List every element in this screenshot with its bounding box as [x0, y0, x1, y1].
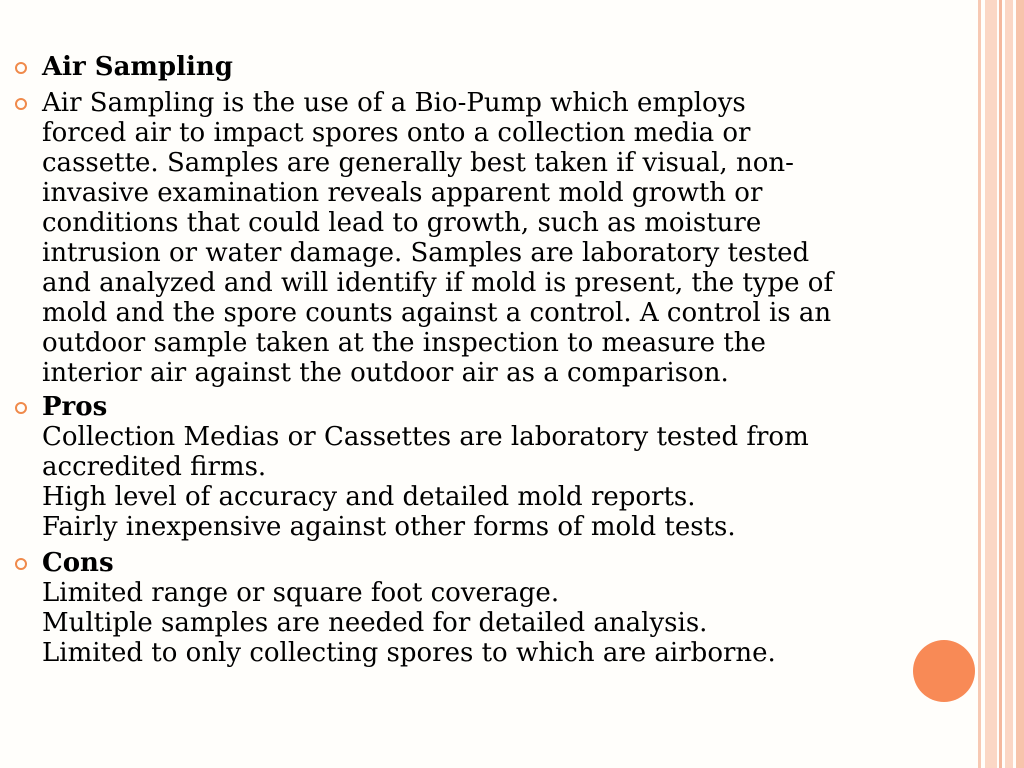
- cons-line: Multiple samples are needed for detailed analysis.: [42, 608, 708, 638]
- description-line: mold and the spore counts against a control. A control is an: [42, 298, 832, 328]
- heading-pros: Pros: [42, 392, 108, 422]
- bullet-item-description: [12, 88, 912, 388]
- decorative-circle: [913, 640, 975, 702]
- description-line: intrusion or water damage. Samples are laboratory tested: [42, 238, 810, 268]
- description-line: conditions that could lead to growth, such as moisture: [42, 208, 762, 238]
- heading-cons: Cons: [42, 548, 114, 578]
- decorative-stripe: [999, 0, 1002, 768]
- bullet-item-air-sampling: [12, 52, 912, 82]
- heading-air-sampling: Air Sampling: [42, 52, 233, 82]
- description-line: Air Sampling is the use of a Bio-Pump which employs: [42, 88, 746, 118]
- cons-line: Limited to only collecting spores to which are airborne.: [42, 638, 776, 668]
- bullet-icon: [15, 558, 27, 570]
- pros-line: Fairly inexpensive against other forms of mold tests.: [42, 512, 736, 542]
- slide-content: [12, 52, 912, 668]
- bullet-item-pros: [12, 392, 912, 542]
- description-line: and analyzed and will identify if mold is present, the type of: [42, 268, 834, 298]
- pros-line: Collection Medias or Cassettes are laboratory tested from: [42, 422, 809, 452]
- bullet-icon: [15, 62, 27, 74]
- bullet-icon: [15, 98, 27, 110]
- pros-line: accredited firms.: [42, 452, 267, 482]
- pros-line: High level of accuracy and detailed mold reports.: [42, 482, 696, 512]
- decorative-stripe: [1016, 0, 1024, 768]
- description-line: outdoor sample taken at the inspection to measure the: [42, 328, 766, 358]
- description-line: interior air against the outdoor air as a comparison.: [42, 358, 729, 388]
- decorative-stripe: [1005, 0, 1013, 768]
- decorative-stripe: [978, 0, 981, 768]
- description-line: invasive examination reveals apparent mold growth or: [42, 178, 763, 208]
- decorative-stripe: [985, 0, 997, 768]
- bullet-icon: [15, 402, 27, 414]
- description-line: forced air to impact spores onto a collection media or: [42, 118, 751, 148]
- cons-line: Limited range or square foot coverage.: [42, 578, 560, 608]
- description-line: cassette. Samples are generally best taken if visual, non-: [42, 148, 794, 178]
- bullet-item-cons: [12, 548, 912, 668]
